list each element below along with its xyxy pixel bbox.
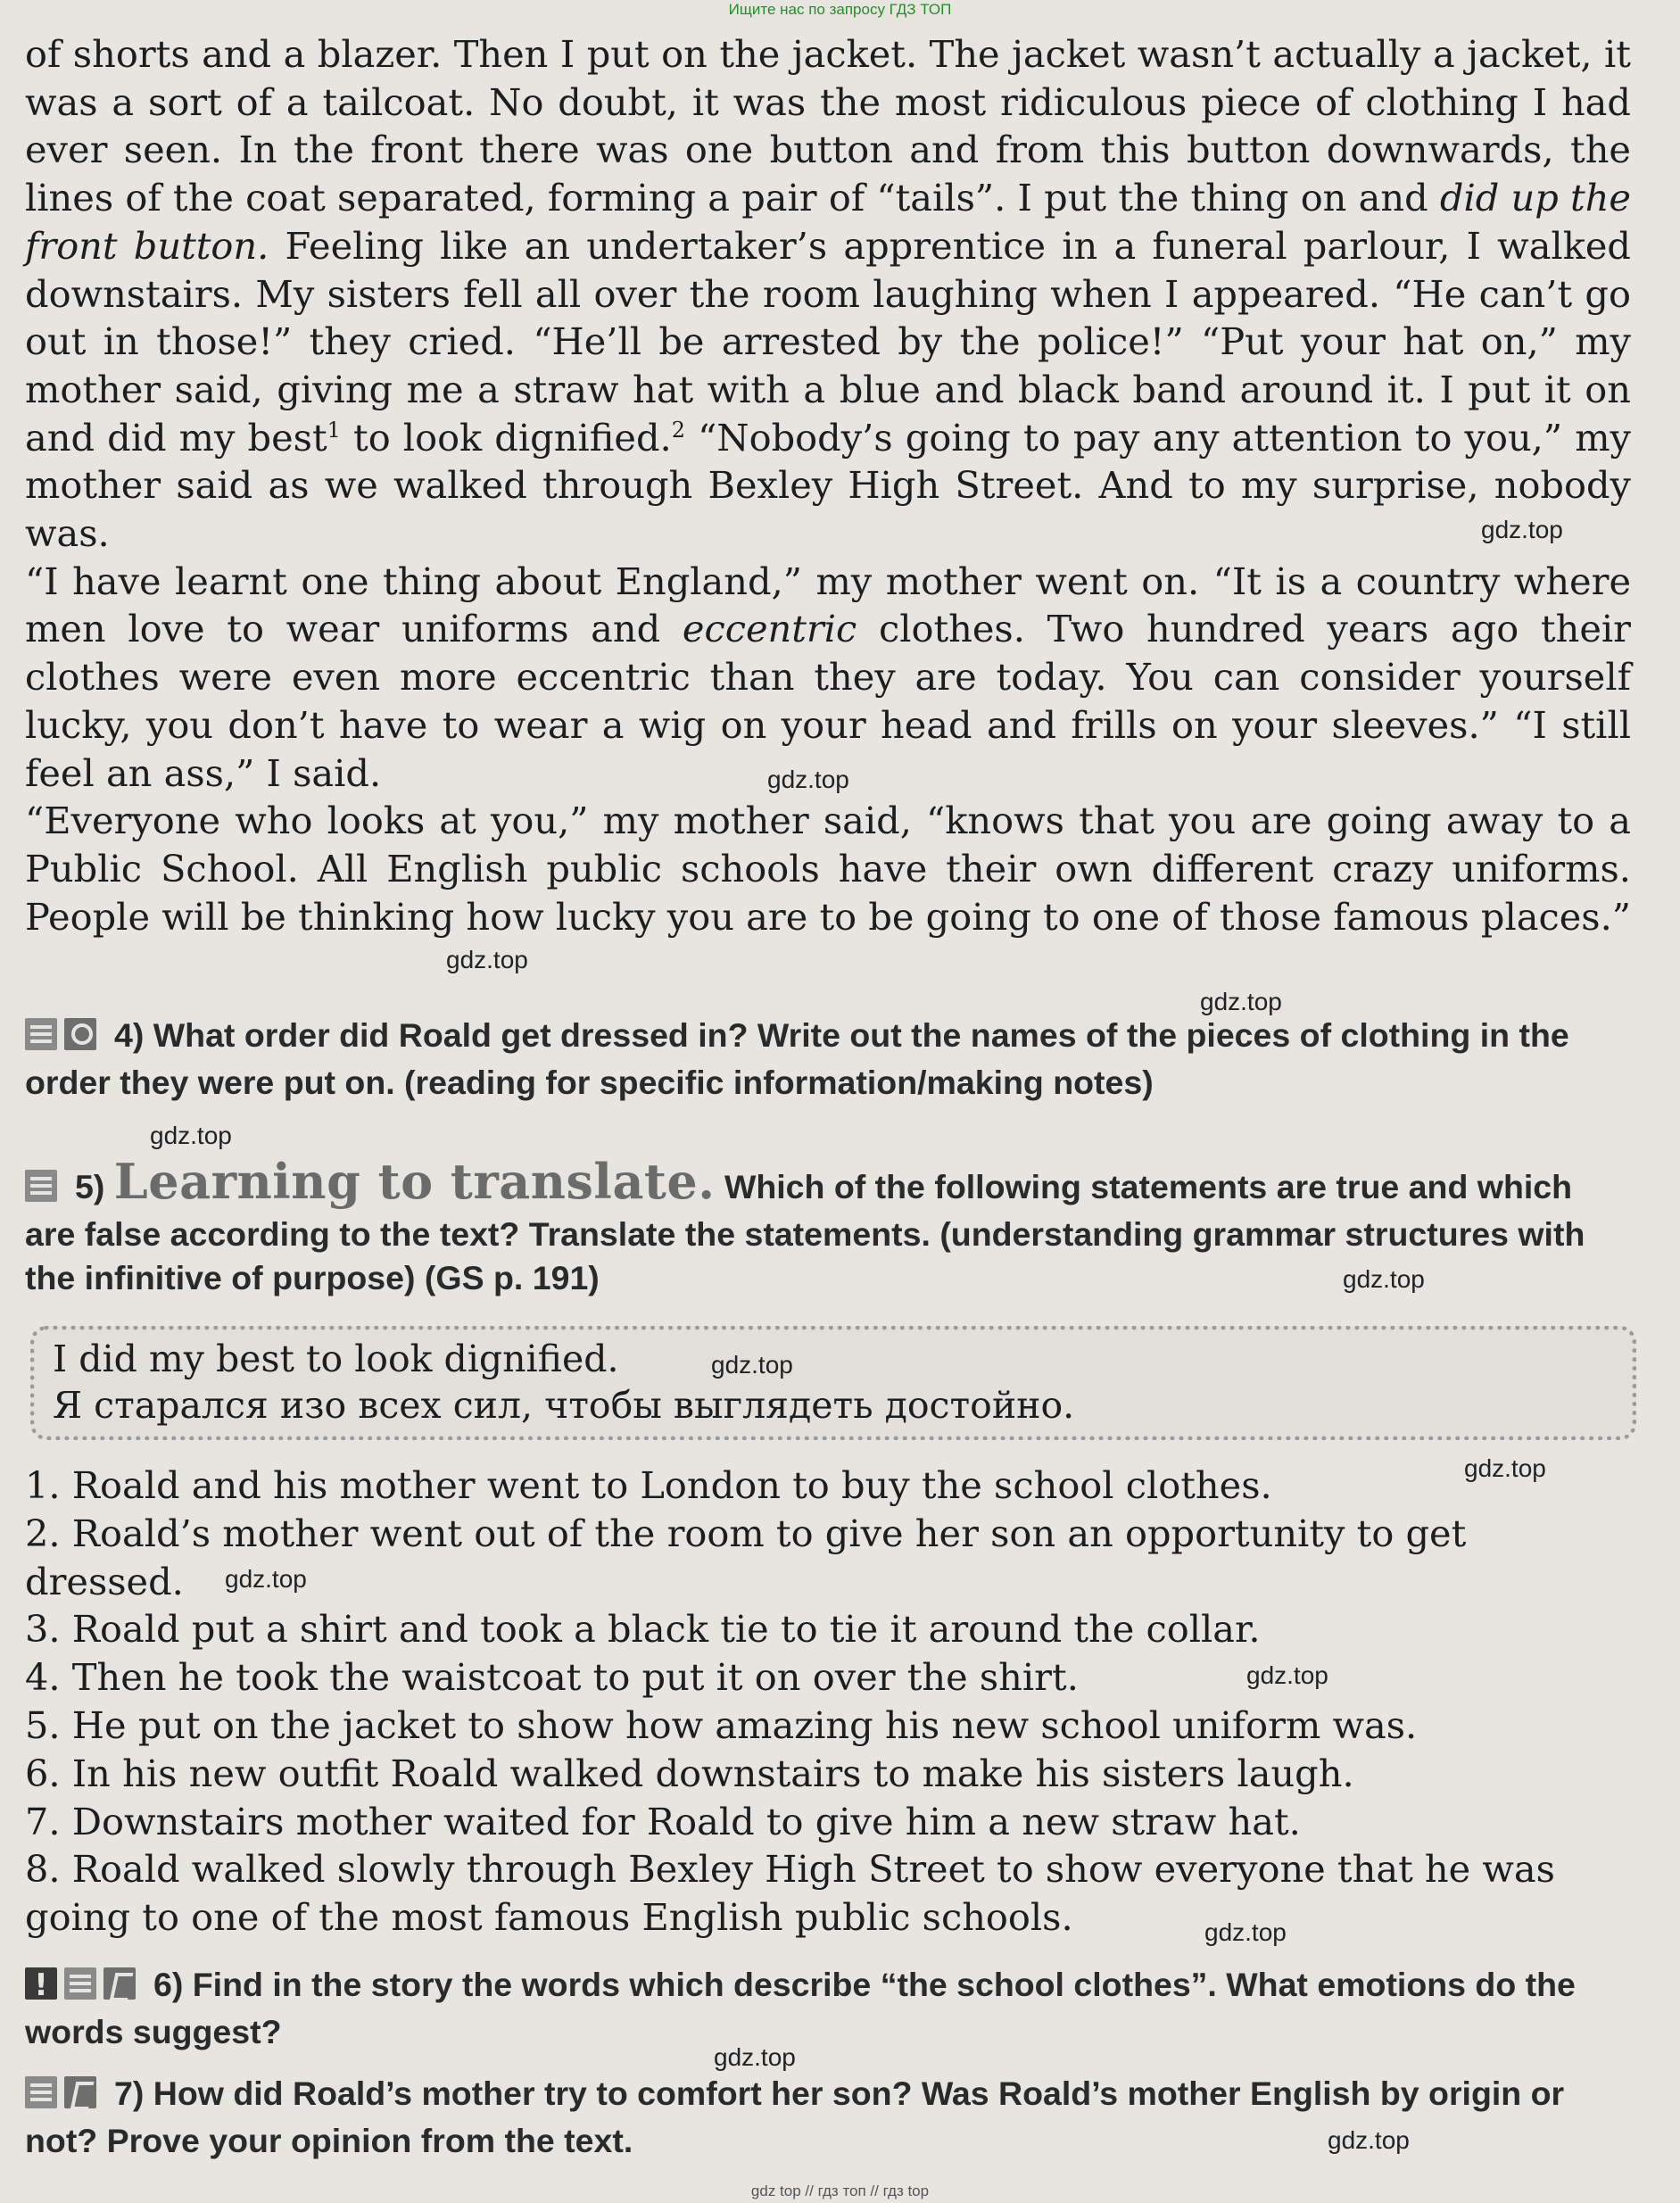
- text-icon: [25, 1018, 57, 1050]
- pen-icon: [103, 1967, 136, 2000]
- watermark: gdz.top: [1246, 1661, 1328, 1689]
- story-paragraph-1: of shorts and a blazer. Then I put on the jacket. The jacket wasn’t actually a jacket, it was a sort of a tailcoat. No doubt, it was the most ridiculous piece of clothing I had ever seen. In the front there was one button and from this button downwards, the lines of the coat separated, forming a pair of “tails”. I put the thing on and did up the front button. Feeling like an undertaker’s apprentice in a funeral parlour, I walked downstairs. My sisters fell all over the room laughing when I appeared. “He can’t go out in those!” they cried. “He’ll be arrested by the police!” “Put your hat on,” my mother said, giving me a straw hat with a blue and black band around it. I put it on and did my best$^1$ to look dignified.$^2$ “Nobody’s going to pay any attention to you,” my mother said as we walked through Bexley High Street. And to my surprise, nobody was.: [25, 32, 1631, 556]
- watermark: gdz.top: [711, 1351, 793, 1379]
- footnote-ref-2: 2: [671, 417, 685, 443]
- italic-phrase: did up the front button.: [25, 176, 1631, 268]
- task-5: 5) Learning to translate. Which of the following statements are true and which are false according to the text? Translate the statements. (understanding grammar structures with the infinitive of purpose) (GS p. 191): [25, 1153, 1585, 1296]
- watermark: gdz.top: [767, 766, 849, 793]
- task-5-title: Learning to translate.: [113, 1153, 716, 1210]
- text-icon: [25, 2076, 57, 2108]
- example-russian: Я старался изо всех сил, чтобы выглядеть достойно.: [53, 1384, 1075, 1427]
- statement-item: 6. In his new outfit Roald walked downstairs to make his sisters laugh.: [25, 1751, 1354, 1795]
- watermark: gdz.top: [1200, 988, 1282, 1015]
- watermark: gdz.top: [225, 1565, 307, 1593]
- task-7: 7) How did Roald’s mother try to comfort her son? Was Roald’s mother English by origin or not? Prove your opinion from the text.: [25, 2075, 1565, 2159]
- watermark: gdz.top: [1328, 2126, 1410, 2154]
- magnifier-icon: [64, 1018, 96, 1050]
- footnote-ref-1: 1: [327, 417, 341, 443]
- watermark: gdz.top: [1481, 516, 1563, 543]
- story-paragraph-2: “I have learnt one thing about England,” my mother went on. “It is a country where men love to wear uniforms and eccentric clothes. Two hundred years ago their clothes were even more eccentric than they are today. You can consider yourself lucky, you don’t have to wear a wig on your head and frills on your sleeves.” “I still feel an ass,” I said.: [25, 559, 1631, 795]
- statement-item: 1. Roald and his mother went to London to buy the school clothes.: [25, 1463, 1272, 1507]
- story-text: [25, 30, 1631, 940]
- watermark: gdz.top: [446, 946, 528, 973]
- statements-list: [25, 1462, 1631, 1942]
- bottom-banner[interactable]: gdz top // гдз топ // гдз top: [750, 2182, 930, 2199]
- statement-item: 4. Then he took the waistcoat to put it on over the shirt.: [25, 1655, 1079, 1700]
- text-icon: [25, 1170, 57, 1202]
- watermark: gdz.top: [1464, 1454, 1546, 1482]
- statement-item: 3. Roald put a shirt and took a black tie to tie it around the collar.: [25, 1607, 1261, 1652]
- task-4: 4) What order did Roald get dressed in? Write out the names of the pieces of clothing in the order they were put on. (reading for specific information/making notes): [25, 1016, 1569, 1101]
- statement-item: 2. Roald’s mother went out of the room to give her son an opportunity to get dressed.: [25, 1511, 1467, 1603]
- task-6: !6) Find in the story the words which describe “the school clothes”. What emotions do the words suggest?: [25, 1963, 1631, 2054]
- statement-item: 5. He put on the jacket to show how amazing his new school uniform was.: [25, 1702, 1418, 1747]
- example-english: I did my best to look dignified.: [53, 1338, 619, 1380]
- watermark: gdz.top: [1204, 1918, 1287, 1946]
- pen-icon: [64, 2076, 96, 2108]
- watermark: gdz.top: [150, 1122, 232, 1149]
- statement-item: 7. Downstairs mother waited for Roald to give him a new straw hat.: [25, 1799, 1301, 1843]
- top-banner[interactable]: Ищите нас по запросу ГДЗ ТОП: [728, 1, 952, 18]
- watermark: gdz.top: [1343, 1265, 1425, 1293]
- italic-word: eccentric: [682, 607, 857, 651]
- exclamation-icon: [25, 1967, 57, 2000]
- example-box: [30, 1326, 1636, 1440]
- watermark: gdz.top: [714, 2043, 796, 2071]
- statement-item: 8. Roald walked slowly through Bexley High Street to show everyone that he was going to one of the most famous English public schools.: [25, 1847, 1555, 1940]
- text-icon: [64, 1967, 96, 2000]
- story-paragraph-3: “Everyone who looks at you,” my mother said, “knows that you are going away to a Public School. All English public schools have their own different crazy uniforms. People will be thinking how lucky you are to be going to one of those famous places.”: [25, 799, 1632, 939]
